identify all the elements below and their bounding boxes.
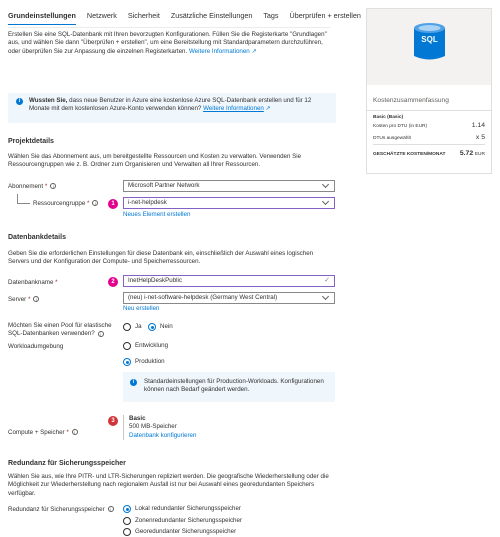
radio-button-selected[interactable] — [123, 505, 131, 513]
radio-button[interactable] — [123, 342, 131, 350]
tab-basics[interactable]: Grundeinstellungen — [8, 11, 76, 25]
configure-database-link[interactable]: Datenbank konfigurieren — [129, 431, 197, 439]
tab-bar — [8, 11, 361, 25]
workload-label — [8, 343, 63, 351]
database-details-desc: Geben Sie die erforderlichen Einstellungen für diese Datenbank ein, einschließlich der Auswahl eines logischen Servers und der Konfiguration der Compute- und Speicherressourcen. — [8, 250, 314, 266]
help-icon[interactable]: i — [108, 506, 114, 512]
server-label — [8, 296, 39, 304]
help-icon[interactable]: i — [98, 331, 104, 337]
subscription-value: Microsoft Partner Network — [128, 181, 200, 189]
radio-label: Entwicklung — [135, 342, 169, 349]
project-details-desc: Wählen Sie das Abonnement aus, um bereitgestellte Ressourcen und Kosten zu verwalten. Verwenden Sie Ressourcengruppen wie z. B. Ordner zum Organisieren und Verwalten all Ihrer Ressourcen. — [8, 153, 302, 169]
compute-tier: Basic — [129, 415, 146, 422]
help-icon[interactable]: i — [72, 429, 78, 435]
total-cost-unit: EUR — [474, 152, 485, 157]
dtu-label: DTUs ausgewählt — [373, 135, 411, 141]
radio-label: Zonenredundanter Sicherungsspeicher — [135, 517, 242, 524]
elastic-pool-label-text: Möchten Sie einen Pool für elastische SQL-Datenbanken verwenden? — [8, 322, 112, 338]
external-link-icon: ↗ — [249, 47, 257, 55]
server-dropdown[interactable] — [123, 292, 335, 304]
resource-group-dropdown[interactable] — [123, 197, 335, 209]
subscription-label — [8, 183, 56, 191]
production-info-text: Standardeinstellungen für Production-Workloads. Konfigurationen können nach Bedarf geändert werden. — [144, 378, 324, 394]
compute-storage-block — [123, 415, 196, 440]
tab-security[interactable]: Sicherheit — [127, 11, 160, 20]
radio-label: Georedundanter Sicherungsspeicher — [135, 528, 237, 535]
workload-label-text: Workloadumgebung — [8, 343, 64, 350]
server-label-text: Server — [8, 296, 27, 303]
database-name-label — [8, 279, 58, 287]
free-offer-link[interactable]: Weitere Informationen — [203, 105, 264, 113]
radio-label: Produktion — [135, 358, 165, 365]
subscription-dropdown[interactable] — [123, 180, 335, 192]
server-create-link[interactable]: Neu erstellen — [123, 305, 160, 312]
resource-group-label-text: Ressourcengruppe — [33, 200, 86, 207]
production-infobox — [123, 372, 335, 402]
intro-text — [8, 31, 333, 56]
help-icon[interactable]: i — [50, 183, 56, 189]
intro-description: Erstellen Sie eine SQL-Datenbank mit Ihren bevorzugten Konfigurationen. Füllen Sie die Registerkarte "Grundlagen" aus, und wählen Sie dann "Überprüfen + erstellen", um eine Bereitstellung mit Standardparametern durchzuführen, oder überprüfen Sie zur Anpassung die einzelnen Registerkarten. — [8, 31, 327, 55]
total-cost-value: 5.72 — [459, 150, 474, 157]
required-marker: * — [87, 200, 90, 207]
radio-button-selected[interactable] — [148, 323, 156, 331]
required-marker: * — [55, 279, 58, 286]
required-marker: * — [27, 296, 31, 303]
checkmark-icon: ✓ — [324, 277, 330, 285]
chevron-down-icon — [322, 181, 329, 188]
workload-production[interactable] — [123, 358, 165, 367]
free-offer-body: dass neue Benutzer in Azure eine kostenlose Azure SQL-Datenbank erstellen und für 12 Monate mit dem kostenlosen Azure-Konto verwenden können? — [29, 97, 312, 113]
divider — [373, 144, 485, 145]
server-value: (neu) i-net-software-helpdesk (Germany West Central) — [128, 293, 278, 301]
free-offer-infobox — [8, 93, 336, 123]
workload-development[interactable] — [123, 342, 168, 351]
database-name-value: InetHelpDeskPublic — [128, 276, 182, 284]
compute-label-text: Compute + Speicher — [8, 429, 65, 436]
step-badge-1: 1 — [108, 199, 118, 209]
redundancy-heading: Redundanz für Sicherungsspeicher — [8, 460, 126, 467]
tab-review-create[interactable]: Überprüfen + erstellen — [289, 11, 361, 20]
redundancy-label — [8, 506, 114, 514]
help-icon[interactable]: i — [33, 296, 39, 302]
tab-additional-settings[interactable]: Zusätzliche Einstellungen — [170, 11, 253, 20]
summary-tier: Basic (Basic) — [373, 115, 404, 120]
resource-group-create-link[interactable]: Neues Element erstellen — [123, 211, 191, 218]
radio-button[interactable] — [123, 528, 131, 536]
intro-learn-more-link[interactable]: Weitere Informationen — [188, 47, 250, 55]
required-marker: * — [66, 429, 69, 436]
divider — [367, 110, 491, 111]
tab-tags[interactable]: Tags — [263, 11, 279, 20]
redundancy-desc: Wählen Sie aus, wie Ihre PITR- und LTR-Sicherungen repliziert werden. Die geografische Wiederherstellung oder die Möglichkeit zur Wiederherstellung nach regionalem Ausfall ist nur bei Auswahl eines georedundanten Speichers verfügbar. — [8, 473, 329, 497]
resource-group-label — [33, 200, 98, 208]
elastic-pool-label — [8, 322, 118, 339]
tabs-divider — [8, 27, 330, 28]
radio-label: Nein — [160, 323, 173, 330]
info-icon: i — [16, 98, 23, 105]
radio-button[interactable] — [123, 323, 131, 331]
redundancy-option-local[interactable] — [123, 505, 241, 514]
redundancy-option-zone[interactable] — [123, 517, 242, 526]
tree-connector — [17, 194, 30, 204]
cost-summary-panel — [366, 8, 492, 174]
sql-logo-header — [367, 9, 491, 85]
step-badge-2: 2 — [108, 277, 118, 287]
sql-logo-text: SQL — [421, 35, 438, 44]
radio-button[interactable] — [123, 517, 131, 525]
redundancy-option-geo[interactable] — [123, 528, 236, 537]
free-offer-text — [29, 97, 329, 114]
compute-label — [8, 429, 78, 437]
resource-group-value: i-net-helpdesk — [128, 198, 167, 206]
radio-label: Ja — [135, 323, 142, 330]
radio-label: Lokal redundanter Sicherungsspeicher — [135, 505, 241, 512]
project-details-heading: Projektdetails — [8, 138, 54, 145]
dtu-value: x 5 — [475, 134, 485, 141]
free-offer-bold: Wussten Sie, — [29, 97, 68, 104]
radio-button-selected[interactable] — [123, 358, 131, 366]
compute-storage-size: 500 MB-Speicher — [129, 423, 177, 431]
total-cost-label: GESCHÄTZTE KOSTEN/MONAT — [373, 152, 446, 157]
step-badge-3: 3 — [108, 416, 118, 426]
database-name-input[interactable] — [123, 275, 335, 287]
database-details-heading: Datenbankdetails — [8, 234, 66, 241]
cost-per-dtu-row — [373, 121, 485, 130]
external-link-icon: ↗ — [263, 105, 271, 113]
dtu-row — [373, 133, 485, 142]
info-icon: i — [130, 379, 137, 386]
required-marker: * — [44, 183, 48, 190]
total-cost-row — [373, 149, 485, 158]
cost-per-dtu-value: 1.14 — [471, 122, 485, 129]
database-name-label-text: Datenbankname — [8, 279, 54, 286]
chevron-down-icon — [322, 198, 329, 205]
cost-summary-title: Kostenzusammenfassung — [373, 97, 449, 104]
chevron-down-icon — [322, 293, 329, 300]
tab-network[interactable]: Netzwerk — [86, 11, 117, 20]
redundancy-label-text: Redundanz für Sicherungsspeicher — [8, 506, 105, 513]
elastic-pool-yes[interactable] — [123, 323, 142, 332]
cost-per-dtu-label: Kosten pro DTU (in EUR) — [373, 123, 428, 129]
help-icon[interactable]: i — [92, 200, 98, 206]
elastic-pool-no[interactable] — [148, 323, 173, 332]
subscription-label-text: Abonnement — [8, 183, 44, 190]
